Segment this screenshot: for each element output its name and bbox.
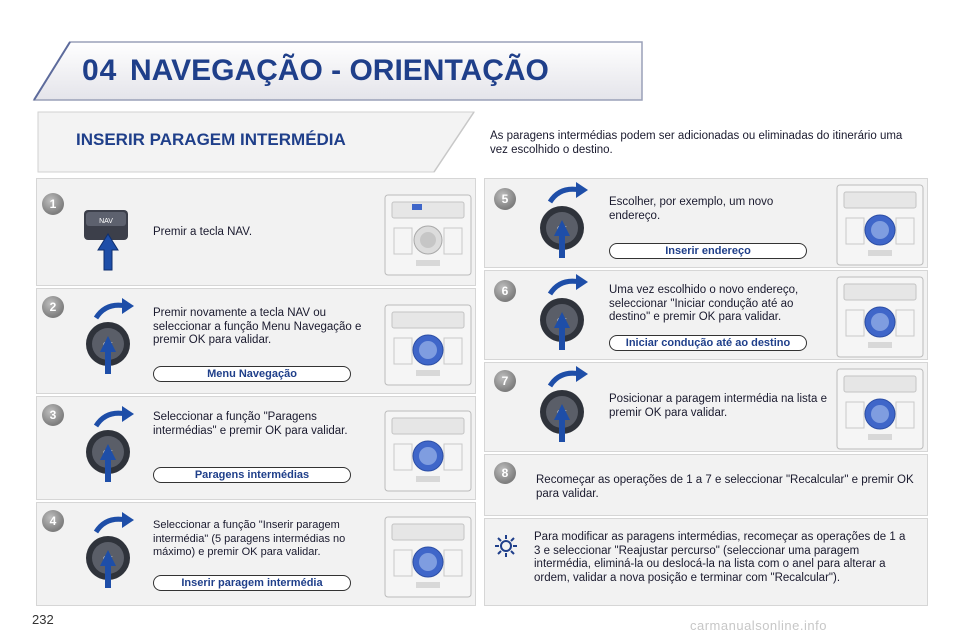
watermark: carmanualsonline.info xyxy=(690,618,827,633)
step-text: Escolher, por exemplo, um novo endereço. xyxy=(609,196,774,222)
sun-tip-icon xyxy=(494,534,518,558)
chapter-number: 04 xyxy=(82,54,118,87)
step-number: 5 xyxy=(494,188,516,210)
step-text: Seleccionar a função "Paragens intermédias" e premir OK para validar. xyxy=(153,411,348,437)
rotary-knob-icon xyxy=(82,404,138,484)
device-panel-thumbnail xyxy=(384,516,472,598)
tip-text: Para modificar as paragens intermédias, recomeçar as operações de 1 a 3 e seleccionar "Reajustar percurso" (seleccionar uma paragem intermédia, eliminá-la ou deslocá-la na lista com o anel para alterar a ordem, validar a nova posição e terminar com "Recalcular"). xyxy=(534,531,906,584)
step-text: Premir a tecla NAV. xyxy=(153,226,253,238)
step-number: 7 xyxy=(494,370,516,392)
step-number: 8 xyxy=(494,462,516,484)
step-number: 6 xyxy=(494,280,516,302)
nav-key-label: NAV xyxy=(99,218,113,225)
device-panel-thumbnail xyxy=(836,368,924,450)
menu-item-paragens-intermedias[interactable]: Paragens intermédias xyxy=(153,467,351,483)
menu-item-iniciar-conducao[interactable]: Iniciar condução até ao destino xyxy=(609,335,807,351)
device-panel-thumbnail xyxy=(384,410,472,492)
rotary-knob-icon xyxy=(536,272,592,352)
step-text: Uma vez escolhido o novo endereço, seleccionar "Iniciar condução até ao destino" e premir OK para validar. xyxy=(609,284,799,323)
menu-item-inserir-endereco[interactable]: Inserir endereço xyxy=(609,243,807,259)
rotary-knob-icon xyxy=(82,510,138,590)
step-text: Seleccionar a função "Inserir paragem intermédia" (5 paragens intermédias no máximo) e premir OK para validar. xyxy=(153,519,346,558)
chapter-header xyxy=(32,40,644,102)
step-number: 3 xyxy=(42,404,64,426)
menu-item-inserir-paragem[interactable]: Inserir paragem intermédia xyxy=(153,575,351,591)
menu-item-menu-navegacao[interactable]: Menu Navegação xyxy=(153,366,351,382)
section-header xyxy=(36,110,476,174)
rotary-knob-icon xyxy=(82,296,138,376)
rotary-knob-icon xyxy=(536,180,592,260)
page-title: NAVEGAÇÃO - ORIENTAÇÃO xyxy=(130,54,549,87)
step-text: Posicionar a paragem intermédia na lista e premir OK para validar. xyxy=(609,393,827,419)
rotary-knob-icon xyxy=(536,364,592,444)
nav-key-icon xyxy=(80,208,136,272)
step-text: Recomeçar as operações de 1 a 7 e seleccionar "Recalcular" e premir OK para validar. xyxy=(536,474,914,500)
page-number: 232 xyxy=(32,612,54,627)
step-text: Premir novamente a tecla NAV ou seleccionar a função Menu Navegação e premir OK para validar. xyxy=(153,307,362,346)
step-number: 4 xyxy=(42,510,64,532)
device-panel-thumbnail xyxy=(836,184,924,266)
device-panel-thumbnail xyxy=(836,276,924,358)
step-number: 2 xyxy=(42,296,64,318)
step-number: 1 xyxy=(42,193,64,215)
section-title: INSERIR PARAGEM INTERMÉDIA xyxy=(76,130,346,149)
device-panel-thumbnail xyxy=(384,304,472,386)
device-panel-thumbnail xyxy=(384,194,472,276)
intro-text: As paragens intermédias podem ser adicionadas ou eliminadas do itinerário uma vez escolhido o destino. xyxy=(490,130,903,156)
